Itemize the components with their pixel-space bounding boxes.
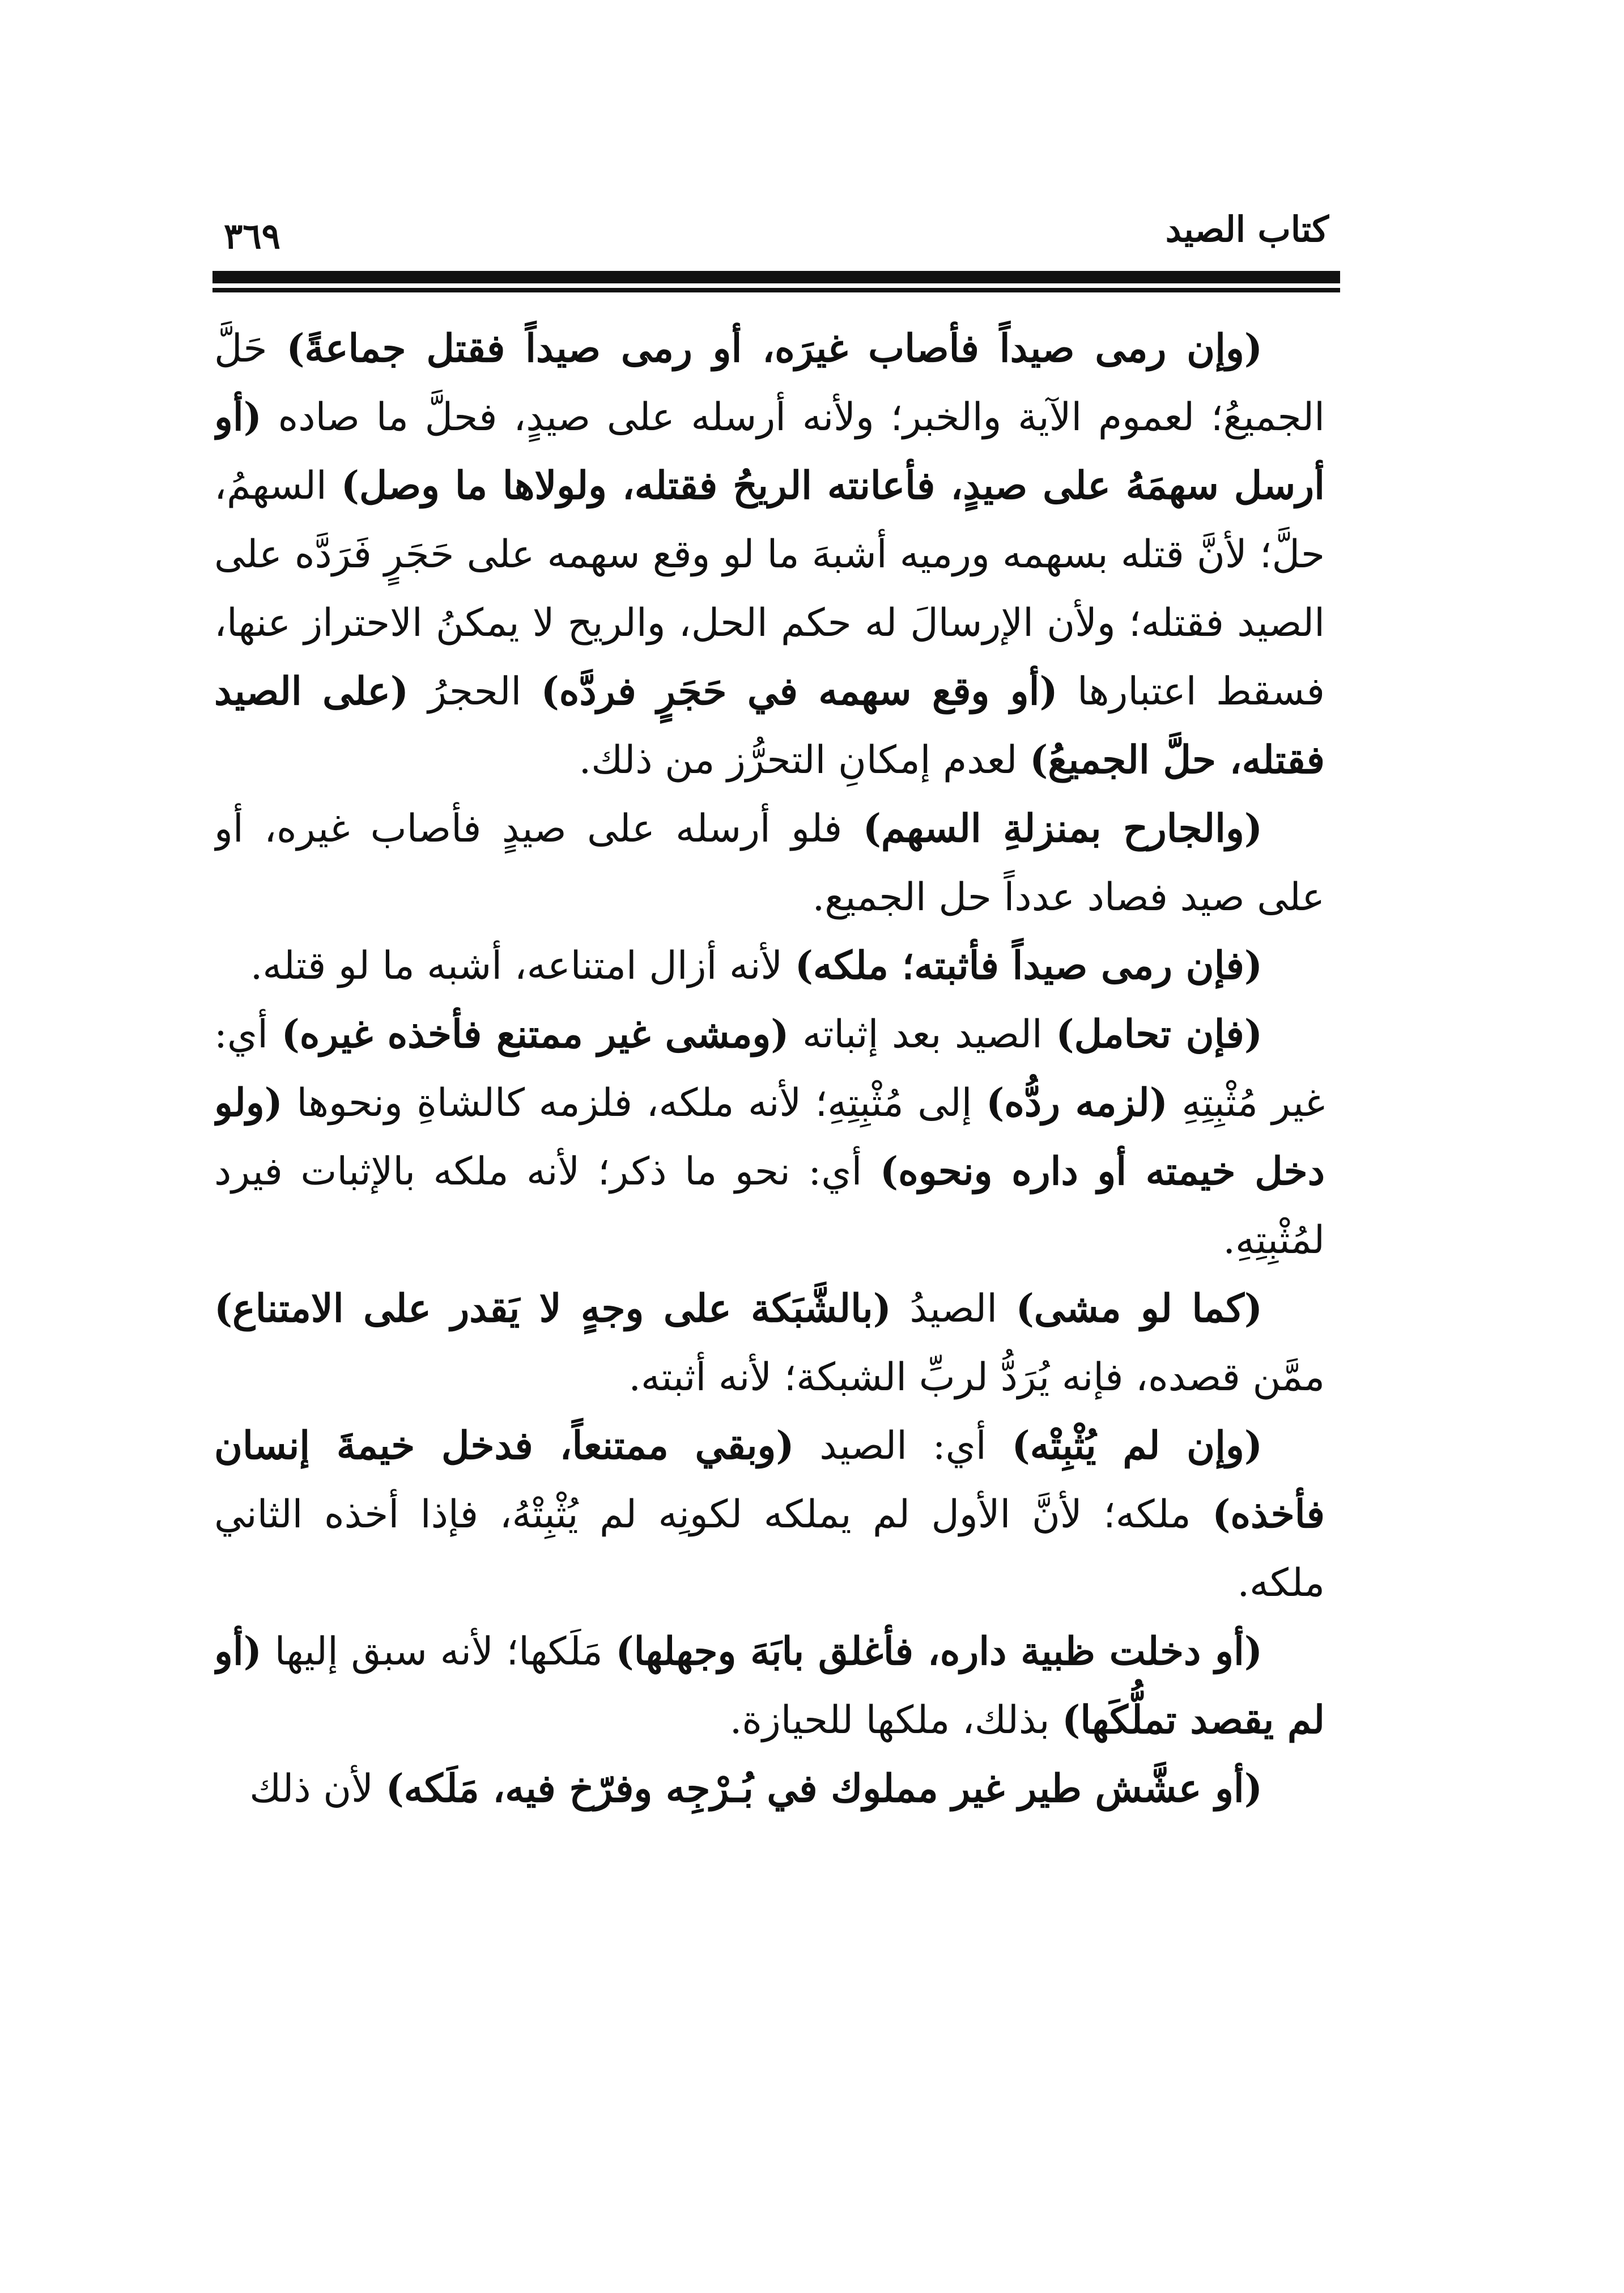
matn-text: (على الصيد فقتله، حلَّ الجميعُ) [214, 669, 1325, 783]
matn-text: (ولو دخل خيمته أو داره ونحوه) [214, 1080, 1325, 1194]
sharh-text: أي: غير مُثْبِتِهِ [214, 1012, 1325, 1126]
paragraph [214, 1275, 1325, 1412]
matn-text: (فإن رمى صيداً فأثبته؛ ملكه) [794, 943, 1262, 988]
matn-text: (أو وقع سهمه في حَجَرٍ فردَّه) [541, 669, 1058, 714]
sharh-text: الصيد بعد إثباته [789, 1012, 1056, 1057]
sharh-text: إلى مُثْبِتِهِ؛ لأنه ملكه، فلزمه كالشاةِ ونحوها [282, 1081, 987, 1126]
paragraph [214, 932, 1325, 1000]
sharh-text: الصيدُ [891, 1286, 1016, 1331]
sharh-text: لأنه أزال امتناعه، أشبه ما لو قتله. [250, 944, 795, 988]
page-number: ٣٦٩ [224, 215, 280, 257]
page-header [224, 204, 1329, 266]
sharh-text: الحجرُ [409, 669, 541, 714]
matn-text: (ومشى غير ممتنع فأخذه غيره) [281, 1012, 789, 1057]
matn-text: (لزمه ردُّه) [986, 1080, 1168, 1126]
paragraph [214, 1755, 1325, 1823]
matn-text: (وإن رمى صيداً فأصاب غيرَه، أو رمى صيداً فقتل جماعةً) [286, 326, 1262, 371]
paragraph [214, 1412, 1325, 1617]
sharh-text: ممَّن قصده، فإنه يُرَدُّ لربِّ الشبكة؛ لأنه أثبته. [628, 1355, 1325, 1400]
paragraph [214, 315, 1325, 795]
sharh-text: فلو أرسله على صيدٍ فأصاب غيره، أو على صيد فصاد عدداً حل الجميع. [214, 806, 1325, 920]
matn-text: (وبقي ممتنعاً، فدخل خيمةَ إنسان فأخذه) [214, 1423, 1325, 1537]
paragraph [214, 1000, 1325, 1275]
sharh-text: أي: نحو ما ذكر؛ لأنه ملكه بالإثبات فيرد لمُثْبِتِهِ. [214, 1149, 1325, 1263]
sharh-text: ملكه؛ لأنَّ الأول لم يملكه لكونِه لم يُثْبِتْهُ، فإذا أخذه الثاني ملكه. [214, 1492, 1325, 1606]
matn-text: (وإن لم يُثْبِتْه) [1011, 1423, 1262, 1468]
header-rule-thick [212, 271, 1340, 283]
matn-text: (أو عشَّش طير غير مملوك في بُـرْجِه وفرّخ فيه، مَلَكه) [385, 1766, 1262, 1811]
matn-text: (فإن تحامل) [1056, 1012, 1262, 1057]
matn-text: (أو دخلت ظبية داره، فأغلق بابَهَ وجهلها) [615, 1629, 1263, 1674]
matn-text: (كما لو مشى) [1015, 1286, 1262, 1331]
header-rule-thin [212, 288, 1340, 292]
sharh-text: حَلَّ الجميعُ؛ لعموم الآية والخبر؛ ولأنه أرسله على صيدٍ، فحلَّ ما صاده [214, 326, 1325, 440]
matn-text: (والجارح بمنزلةِ السهم) [862, 806, 1262, 851]
sharh-text: مَلَكها؛ لأنه سبق إليها [261, 1629, 616, 1674]
chapter-title: كتاب الصيد [1165, 209, 1329, 250]
paragraph [214, 795, 1325, 932]
paragraph [214, 1617, 1325, 1755]
matn-text: (أو أرسل سهمَهُ على صيدٍ، فأعانته الريحُ فقتله، ولولاها ما وصل) [214, 394, 1325, 508]
sharh-text: السهمُ، حلَّ؛ لأنَّ قتله بسهمه ورميه أشبهَ ما لو وقع سهمه على حَجَرٍ فَرَدَّه على الصيد فقتله؛ ولأن الإرسالَ له حكم الحل، والريح لا يمكنُ الاحتراز عنها، فسقط اعتبارها [214, 464, 1325, 714]
sharh-text: أي: الصيد [794, 1424, 1012, 1468]
sharh-text: بذلك، ملكها للحيازة. [729, 1698, 1062, 1743]
sharh-text: لأن ذلك [249, 1767, 386, 1811]
matn-text: (بالشَّبَكة على وجهٍ لا يَقدر على الامتناع) [214, 1286, 891, 1331]
matn-text: (أو لم يقصد تملُّكَها) [214, 1629, 1325, 1743]
main-text [214, 315, 1325, 2173]
sharh-text: لعدم إمكانِ التحرُّز من ذلك. [579, 738, 1030, 783]
